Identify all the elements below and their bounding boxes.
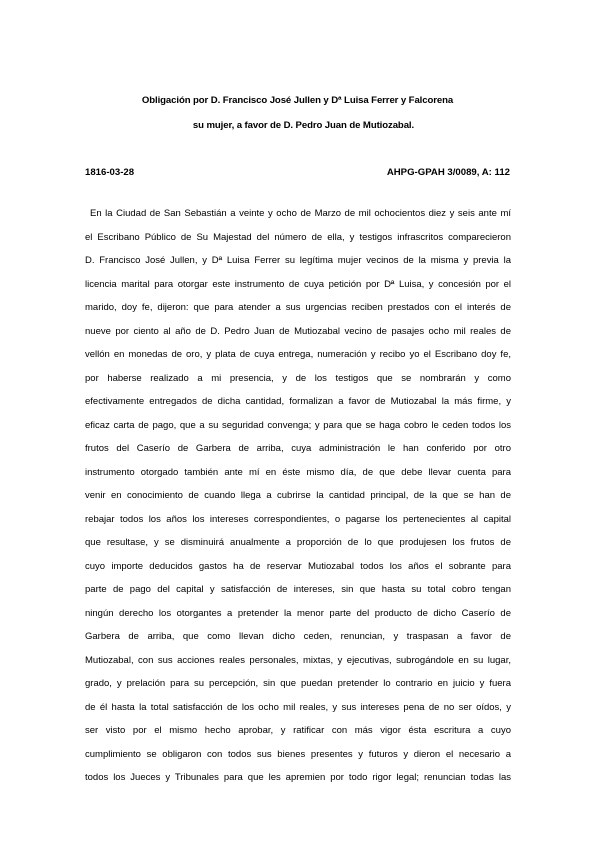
body-line: todos los Jueces y Tribunales para que les apremien por todo rigor legal; renuncian todas las xyxy=(85,772,511,783)
body-line: parte de pago del capital y satisfacción de intereses, sin que hasta su total cobro tengan xyxy=(85,584,511,595)
body-line: cumplimiento se obligaron con todos sus bienes presentes y futuros y dieron el necesario a xyxy=(85,748,511,760)
body-line: eficaz carta de pago, que a su seguridad convenga; y para que se haga cobro le ceden todos los xyxy=(85,419,511,431)
body-line: que resultase, y se disminuirá anualmente a proporción de lo que produjesen los frutos de xyxy=(85,537,511,548)
document-title-line-1: Obligación por D. Francisco José Jullen y Dª Luisa Ferrer y Falcorena xyxy=(141,95,454,106)
body-line: marido, doy fe, dijeron: que para atender a sus urgencias reciben prestados con el interés de xyxy=(85,302,511,313)
body-line: En la Ciudad de San Sebastián a veinte y ocho de Marzo de mil ochocientos diez y seis ante mí xyxy=(90,208,511,219)
body-line: Mutiozabal, con sus acciones reales personales, mixtas, y ejecutivas, subrogándole en su lugar, xyxy=(85,654,511,666)
document-body xyxy=(85,202,511,790)
body-line: el Escribano Público de Su Majestad del número de ella, y testigos infrascritos comparecieron xyxy=(85,231,511,243)
body-line: D. Francisco José Jullen, y Dª Luisa Ferrer su legítima mujer vecinos de la misma y previa la xyxy=(85,255,511,266)
body-line: frutos del Caserío de Garbera de arriba, cuya administración le han conferido por otro xyxy=(85,443,511,454)
document-title-line-2: su mujer, a favor de D. Pedro Juan de Mutiozabal. xyxy=(192,120,415,131)
body-line: nueve por ciento al año de D. Pedro Juan de Mutiozabal vecino de pasajes ocho mil reales de xyxy=(85,325,511,337)
body-line: cuyo importe deducidos gastos ha de reservar Mutiozabal todos los años el sobrante para xyxy=(85,560,511,572)
body-line: ningún derecho los otorgantes a pretender la menor parte del producto de dicho Caserío de xyxy=(85,607,511,619)
body-line: licencia marital para otorgar este instrumento de cuya petición por Dª Luisa, y concesión por el xyxy=(85,278,511,290)
body-line: Garbera de arriba, que como llevan dicho ceden, renuncian, y traspasan a favor de xyxy=(85,631,511,642)
archive-reference: AHPG-GPAH 3/0089, A: 112 xyxy=(386,167,510,178)
body-line: venir en conocimiento de cuando llega a cubrirse la cantidad principal, de la que se han de xyxy=(85,490,511,501)
body-line: por haberse realizado a mi presencia, y de los testigos que se nombrarán y como xyxy=(85,372,511,384)
body-line: rebajar todos los años los intereses correspondientes, o pagarse los pertenecientes al capital xyxy=(85,513,511,525)
body-line: efectivamente entregados de dicha cantidad, formalizan a favor de Mutiozabal la más firme, y xyxy=(85,396,511,407)
body-line: ser visto por el mismo hecho aprobar, y ratificar con más vigor ésta escritura a cuyo xyxy=(85,725,511,736)
document-date: 1816-03-28 xyxy=(85,167,135,178)
body-line: grado, y prelación para su percepción, sin que puedan pretender lo contrario en juicio y fuera xyxy=(85,678,511,689)
body-line: de él hasta la total satisfacción de los ocho mil reales, y sus intereses pena de no ser oídos, y xyxy=(85,701,511,713)
body-line: instrumento otorgado también ante mí en éste mismo día, de que debe llevar cuenta para xyxy=(85,466,511,478)
body-line: vellón en monedas de oro, y plata de cuya entrega, numeración y recibo yo el Escribano doy fe, xyxy=(85,349,511,360)
